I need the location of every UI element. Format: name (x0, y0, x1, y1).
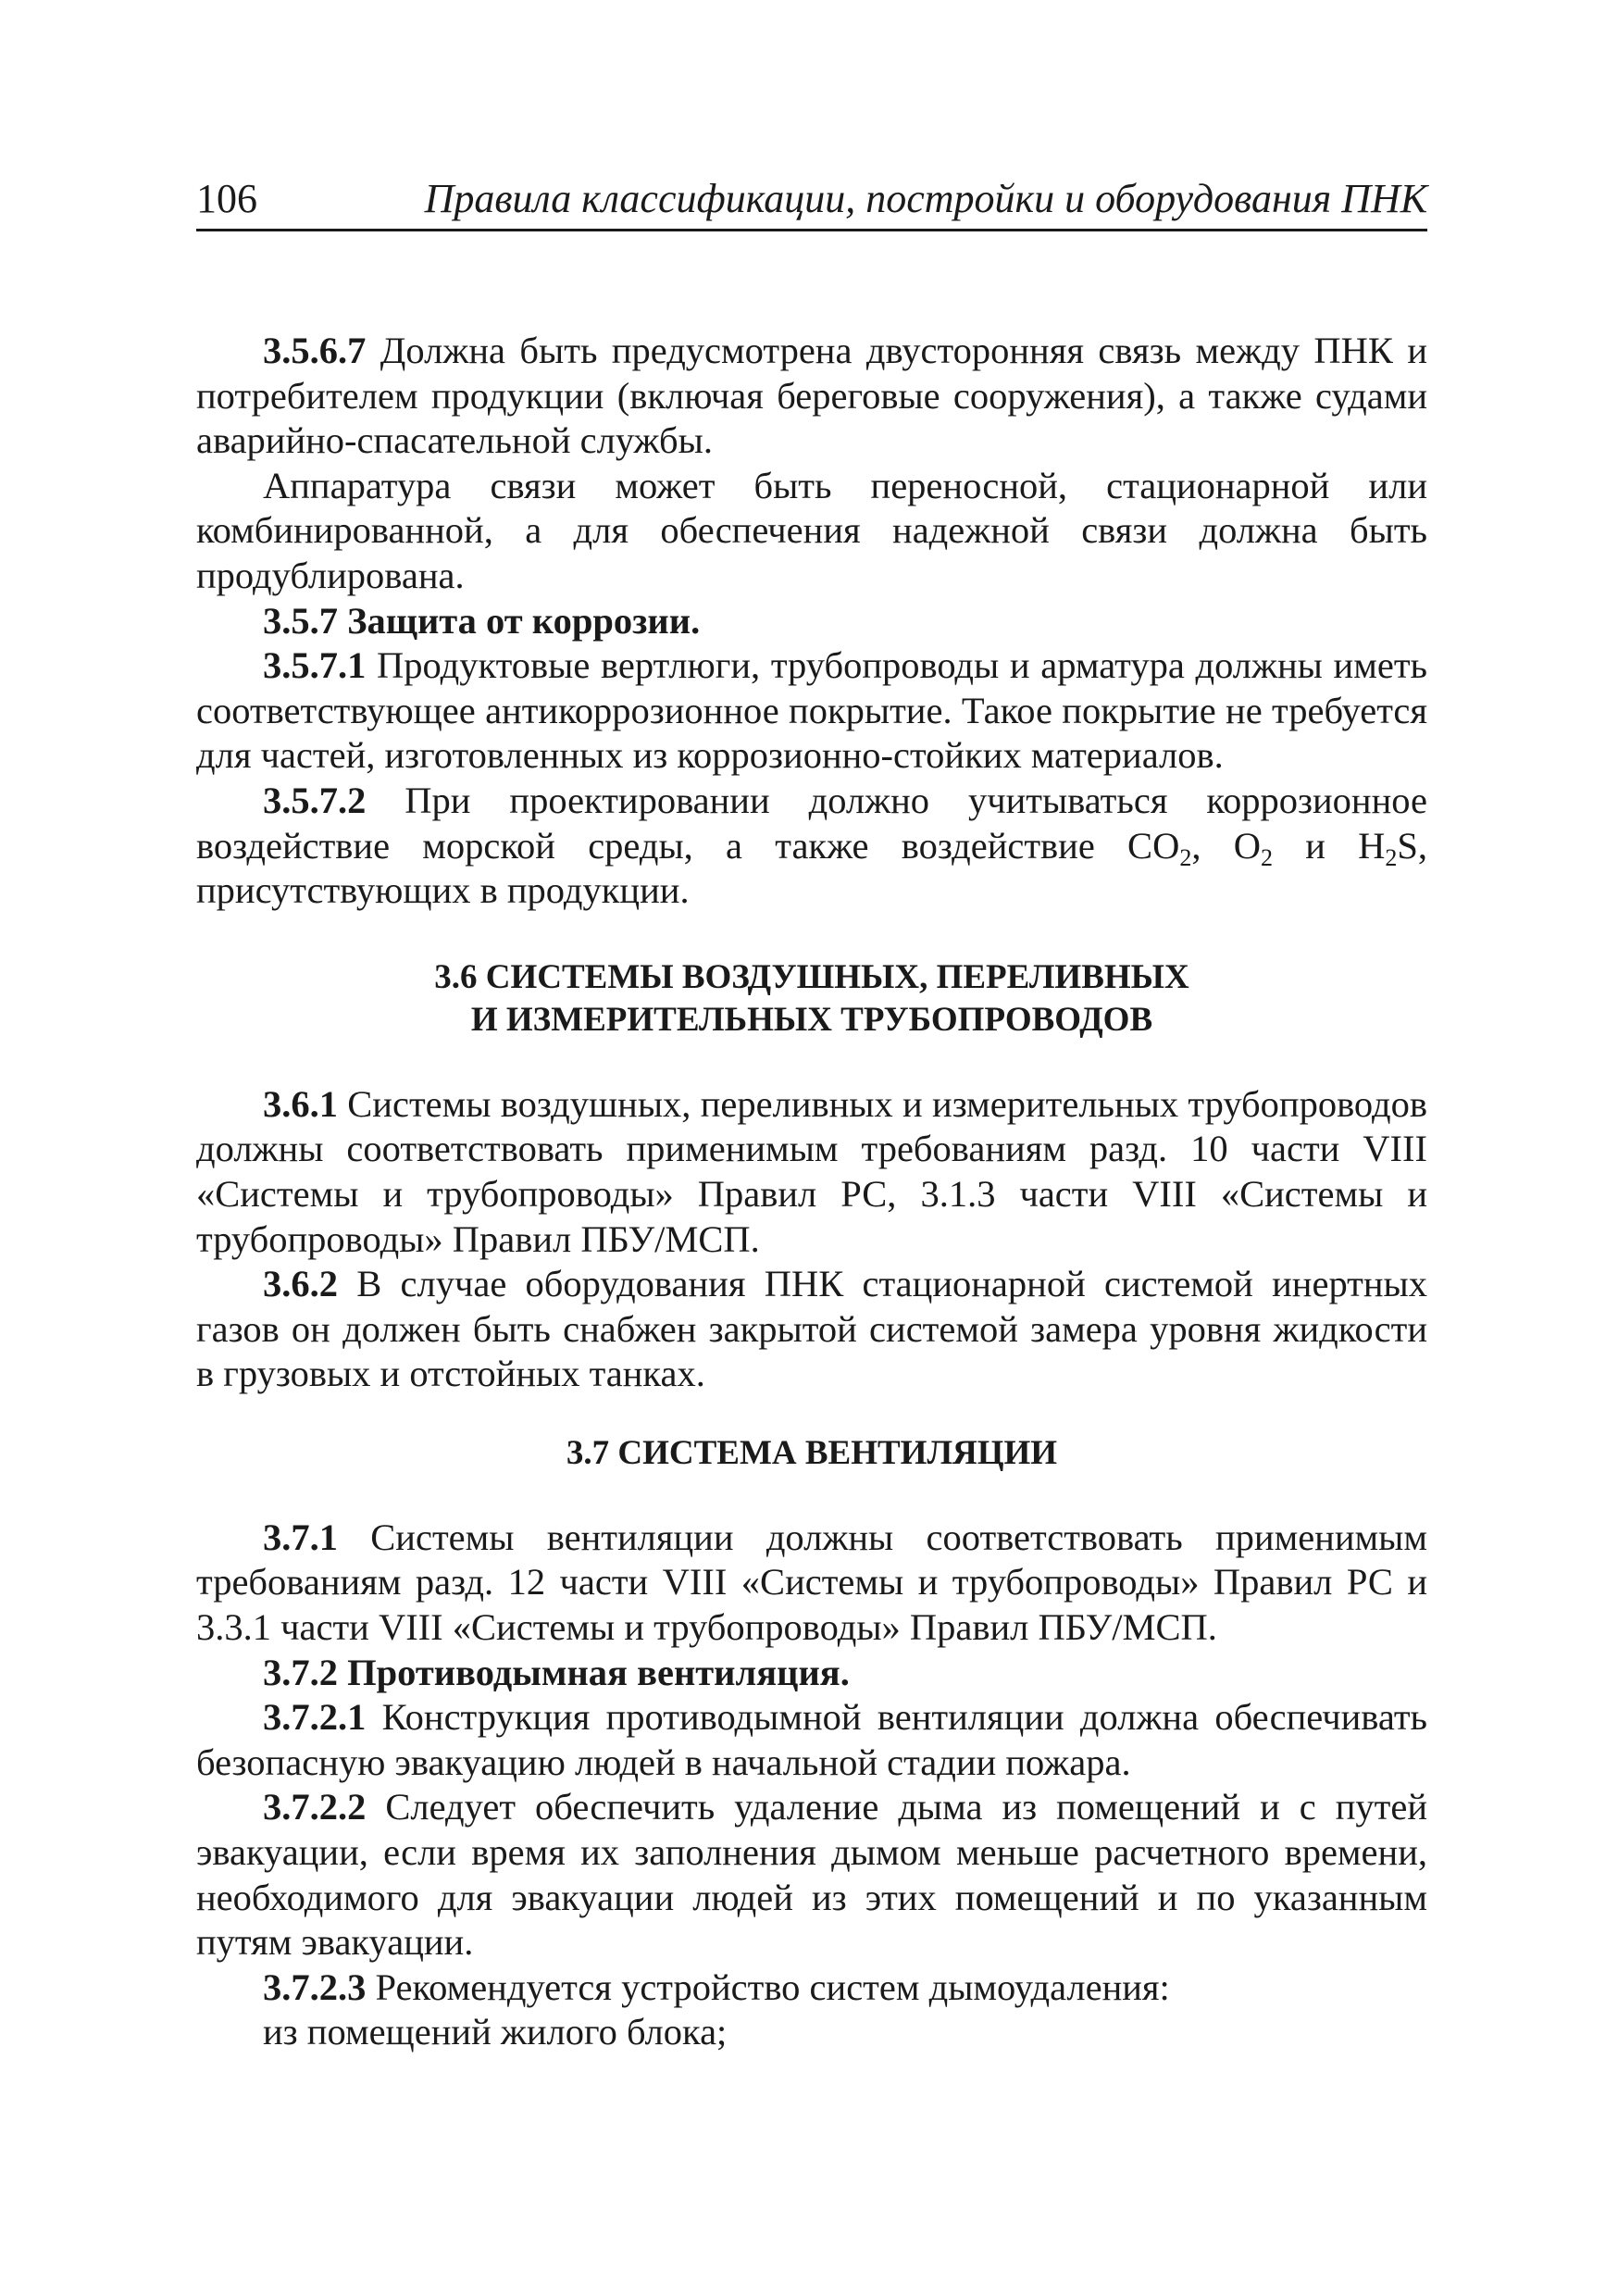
paragraph-text: Следует обеспечить удаление дыма из помещений и с путей эвакуации, если время их заполнения дымом меньше расчетного времени, необходимого для эвакуации людей из этих помещений и по указанным путям эвакуации. (196, 1786, 1427, 1964)
subscript: 2 (1385, 843, 1398, 871)
clause-number: 3.5.6.7 (263, 330, 367, 371)
subscript: 2 (1179, 843, 1192, 871)
clause-number: 3.7.2.3 (263, 1965, 367, 2008)
page-header (196, 171, 1427, 231)
paragraph-text: из помещений жилого блока; (263, 2011, 728, 2053)
paragraph-text: Системы воздушных, переливных и измерительных трубопроводов должны соответствовать применимым требованиям разд. 10 части VIII «Системы и трубопроводы» Правил РС, 3.1.3 части VIII «Системы и трубопроводы» Правил ПБУ/МСП. (196, 1082, 1427, 1260)
paragraph-communication-equipment (196, 464, 1427, 599)
clause-number: 3.7.2.2 (263, 1786, 367, 1828)
paragraph-3-6-1 (196, 1082, 1427, 1262)
page-body (196, 329, 1427, 2055)
subsection-heading-3-5-7 (196, 599, 1427, 644)
paragraph-3-6-2 (196, 1262, 1427, 1397)
clause-number: 3.7.1 (263, 1516, 338, 1558)
paragraph-3-7-2-3 (196, 1965, 1427, 2011)
clause-number: 3.6.1 (263, 1082, 338, 1125)
section-heading-line: И ИЗМЕРИТЕЛЬНЫХ ТРУБОПРОВОДОВ (470, 1000, 1153, 1039)
clause-number: 3.5.7.2 (263, 779, 367, 821)
page-number: 106 (196, 176, 257, 221)
paragraph-text: Конструкция противодымной вентиляции должна обеспечивать безопасную эвакуацию людей в начальной стадии пожара. (196, 1696, 1427, 1783)
list-item (196, 2010, 1427, 2055)
subsection-heading-3-7-2 (196, 1651, 1427, 1696)
paragraph-3-5-7-1 (196, 643, 1427, 779)
section-heading-3-6 (196, 956, 1427, 1042)
subscript: 2 (1260, 843, 1273, 871)
paragraph-text: Продуктовые вертлюги, трубопроводы и арматура должны иметь соответствующее антикоррозионное покрытие. Такое покрытие не требуется для частей, изготовленных из коррозионно-стойких материалов. (196, 644, 1427, 777)
running-title: Правила классификации, постройки и оборудования ПНК (424, 176, 1427, 221)
clause-number: 3.5.7.1 (263, 644, 367, 687)
paragraph-text: Аппаратура связи может быть переносной, стационарной или комбинированной, а для обеспечения надежной связи должна быть продублирована. (196, 464, 1427, 596)
paragraph-3-7-2-2 (196, 1785, 1427, 1965)
paragraph-text: Рекомендуется устройство систем дымоудаления: (366, 1965, 1170, 2008)
clause-number: 3.6.2 (263, 1263, 338, 1305)
paragraph-3-7-2-1 (196, 1695, 1427, 1785)
paragraph-text: В случае оборудования ПНК стационарной системой инертных газов он должен быть снабжен закрытой системой замера уровня жидкости в грузовых и отстойных танках. (196, 1263, 1427, 1395)
section-heading-line: 3.6 СИСТЕМЫ ВОЗДУШНЫХ, ПЕРЕЛИВНЫХ (434, 957, 1189, 996)
paragraph-3-5-7-2 (196, 779, 1427, 914)
paragraph-text: S, присутствующих в продукции. (196, 824, 1428, 912)
section-heading-3-7 (196, 1432, 1427, 1475)
paragraph-text: Должна быть предусмотрена двусторонняя связь между ПНК и потребителем продукции (включая береговые сооружения), а также судами аварийно-спасательной службы. (196, 330, 1427, 462)
clause-heading: 3.7.2 Противодымная вентиляция. (263, 1651, 850, 1693)
paragraph-3-7-1 (196, 1516, 1427, 1651)
paragraph-text: При проектировании должно учитываться коррозионное воздействие морской среды, а также воздействие CO (196, 779, 1427, 867)
clause-number: 3.7.2.1 (263, 1696, 367, 1739)
paragraph-text: и H (1272, 824, 1386, 867)
section-heading-line: 3.7 СИСТЕМА ВЕНТИЛЯЦИИ (566, 1433, 1058, 1472)
paragraph-3-5-6-7 (196, 329, 1427, 464)
clause-heading: 3.5.7 Защита от коррозии. (263, 599, 701, 642)
paragraph-text: Системы вентиляции должны соответствовать применимым требованиям разд. 12 части VIII «Системы и трубопроводы» Правил РС и 3.3.1 части VIII «Системы и трубопроводы» Правил ПБУ/МСП. (196, 1516, 1427, 1649)
paragraph-text: , O (1191, 824, 1261, 867)
